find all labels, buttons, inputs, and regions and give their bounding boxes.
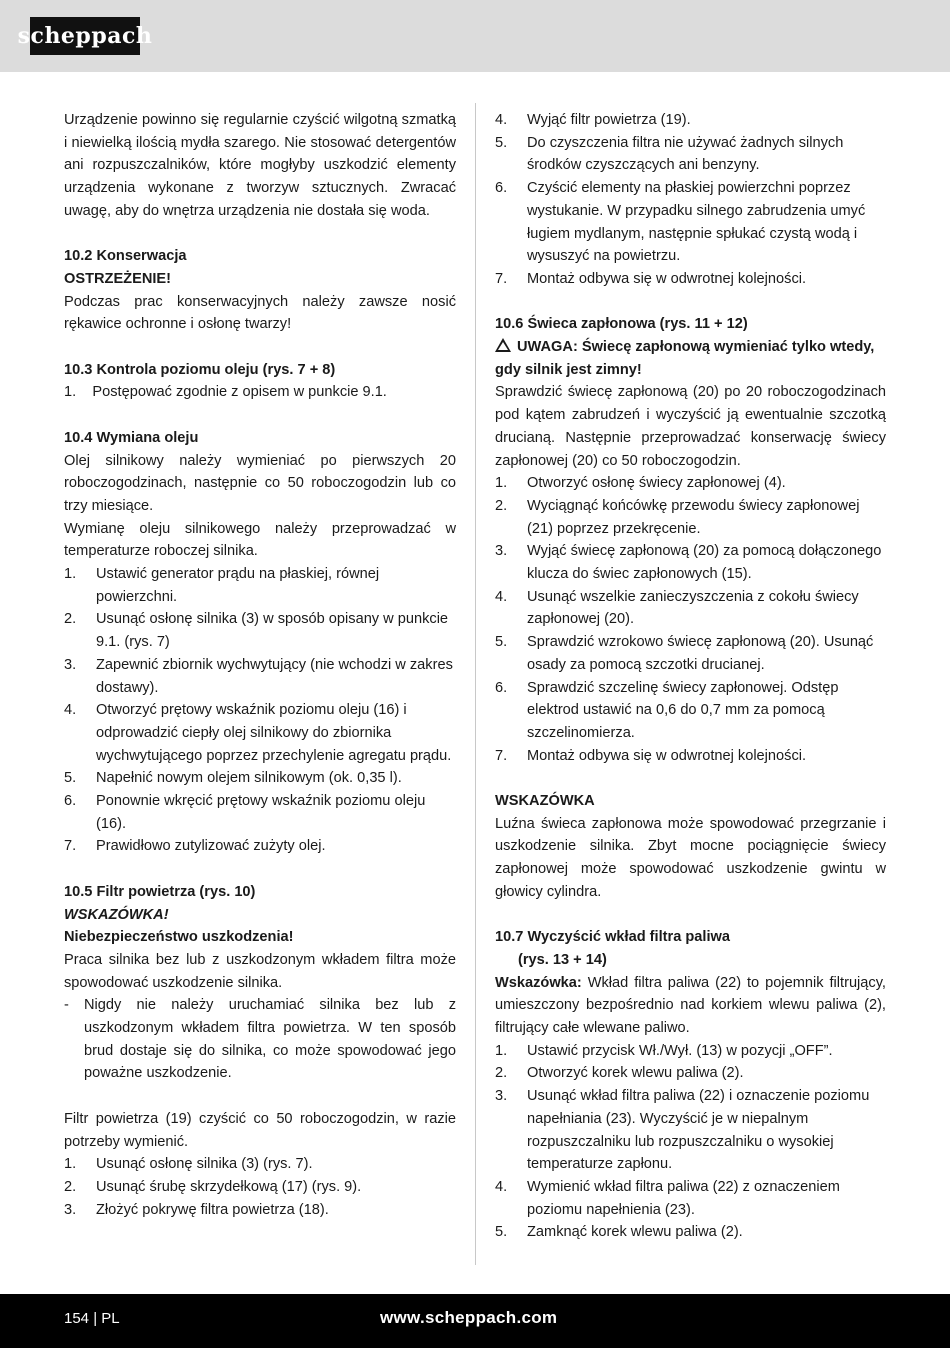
section-10-4-title: 10.4 Wymiana oleju	[64, 429, 199, 446]
list-item: 3. Zapewnić zbiornik wychwytujący (nie wchodzi w zakres dostawy).	[64, 656, 453, 696]
list-item: 5. Napełnić nowym olejem silnikowym (ok. 0,35 l).	[64, 770, 402, 787]
note-title: WSKAZÓWKA	[495, 793, 595, 810]
warning-triangle-icon	[495, 338, 511, 352]
section-10-6-title: 10.6 Świeca zapłonowa (rys. 11 + 12)	[495, 316, 748, 333]
air-filter-warning-list	[64, 994, 456, 1085]
section-10-5-danger: Niebezpieczeństwo uszkodzenia!	[64, 929, 294, 946]
list-item: 5. Zamknąć korek wlewu paliwa (2).	[495, 1224, 743, 1241]
list-item: 4. Wyjąć filtr powietrza (19).	[495, 112, 691, 128]
section-10-7-text: Wskazówka: Wkład filtra paliwa (22) to pojemnik filtrujący, umieszczony bezpośrednio nad korkiem wlewu paliwa (2), filtrujący całe wlewane paliwo.	[495, 974, 886, 1037]
section-10-7-title-figures: (rys. 13 + 14)	[518, 951, 607, 968]
air-filter-steps-continued	[495, 109, 886, 291]
list-item: 2. Otworzyć korek wlewu paliwa (2).	[495, 1065, 744, 1082]
list-item: 1. Otworzyć osłonę świecy zapłonowej (4).	[495, 475, 786, 492]
right-column	[495, 109, 886, 1244]
intro-paragraph: Urządzenie powinno się regularnie czyścić wilgotną szmatką i niewielką ilością mydła szarego. Nie stosować detergentów ani rozpuszczalników, które mogłyby uszkodzić elementy urządzenia wykonane z tworzyw sztucznych. Zwracać uwagę, aby do wnętrza urządzenia nie dostała się woda.	[64, 112, 456, 219]
page-number: 154 | PL	[64, 1310, 120, 1327]
section-10-6-warning: UWAGA: Świecę zapłonową wymieniać tylko wtedy, gdy silnik jest zimny!	[495, 339, 875, 378]
list-item: 4. Usunąć wszelkie zanieczyszczenia z cokołu świecy zapłonowej (20).	[495, 588, 859, 628]
list-item: 3. Wyjąć świecę zapłonową (20) za pomocą dołączonego klucza do świec zapłonowych (15).	[495, 543, 882, 583]
section-10-7-title: 10.7 Wyczyścić wkład filtra paliwa	[495, 929, 730, 946]
list-item: 2. Wyciągnąć końcówkę przewodu świecy zapłonowej (21) poprzez przekręcenie.	[495, 497, 860, 537]
section-10-5-text-2: Filtr powietrza (19) czyścić co 50 roboczogodzin, w razie potrzeby wymienić.	[64, 1110, 456, 1150]
footer-bar	[0, 1294, 950, 1348]
air-filter-steps	[64, 1153, 456, 1221]
list-item: 6. Ponownie wkręcić prętowy wskaźnik poziomu oleju (16).	[64, 793, 426, 832]
left-column	[64, 109, 456, 1221]
list-item: 2. Usunąć śrubę skrzydełkową (17) (rys. 9).	[64, 1178, 362, 1195]
list-item: 7. Montaż odbywa się w odwrotnej kolejności.	[495, 747, 807, 764]
section-10-3-title: 10.3 Kontrola poziomu oleju (rys. 7 + 8)	[64, 361, 336, 378]
header-bar	[0, 0, 950, 72]
list-item: 1. Ustawić przycisk Wł./Wył. (13) w pozycji „OFF”.	[495, 1042, 833, 1059]
section-10-5-note: WSKAZÓWKA!	[64, 906, 169, 923]
list-item: 6. Sprawdzić szczelinę świecy zapłonowej. Odstęp elektrod ustawić na 0,6 do 0,7 mm za pomocą szczelinomierza.	[495, 679, 839, 741]
list-item: 3. Złożyć pokrywę filtra powietrza (18).	[64, 1201, 329, 1218]
list-item: 1. Usunąć osłonę silnika (3) (rys. 7).	[64, 1156, 313, 1173]
section-10-2-warning: OSTRZEŻENIE!	[64, 270, 172, 287]
website-url[interactable]: www.scheppach.com	[380, 1308, 558, 1327]
fuel-filter-steps	[495, 1040, 886, 1244]
section-10-5-title: 10.5 Filtr powietrza (rys. 10)	[64, 883, 256, 900]
list-item: 2. Usunąć osłonę silnika (3) w sposób opisany w punkcie 9.1. (rys. 7)	[64, 611, 449, 651]
list-item: 6. Czyścić elementy na płaskiej powierzchni poprzez wystukanie. W przypadku silnego zabrudzenia umyć ługiem mydlanym, następnie spłukać czystą wodą i wysuszyć na powietrzu.	[495, 180, 866, 265]
spark-plug-steps	[495, 472, 886, 767]
brand-logo: scheppach	[30, 17, 140, 55]
list-item: 1. Ustawić generator prądu na płaskiej, równej powierzchni.	[64, 566, 380, 605]
oil-change-steps	[64, 563, 456, 858]
section-10-4-text-1: Olej silnikowy należy wymieniać po pierwszych 20 roboczogodzinach, następnie co 50 roboczogodzin lub co trzy miesiące.	[64, 452, 456, 514]
section-10-6-text: Sprawdzić świecę zapłonową (20) po 20 roboczogodzinach pod kątem zabrudzeń i wyczyścić ją ewentualnie szczotką drucianą. Następnie przeprowadzać konserwację świecy zapłonowej (20) co 50 roboczogodzin.	[495, 384, 886, 469]
list-item: 5. Sprawdzić wzrokowo świecę zapłonową (20). Usunąć osady za pomocą szczotki drucianej.	[495, 634, 874, 673]
list-item: - Nigdy nie należy uruchamiać silnika bez lub z uszkodzonym wkładem filtra powietrza. W ten sposób brud dostaje się do silnika, co może spowodować jego poważne uszkodzenie.	[64, 997, 456, 1082]
column-divider	[475, 103, 476, 1265]
section-10-2-text: Podczas prac konserwacyjnych należy zawsze nosić rękawice ochronne i osłonę twarzy!	[64, 293, 456, 333]
list-item: 5. Do czyszczenia filtra nie używać żadnych silnych środków czyszczących ani benzyny.	[495, 134, 844, 174]
list-item: 4. Otworzyć prętowy wskaźnik poziomu oleju (16) i odprowadzić ciepły olej silnikowy do zbiornika wychwytującego poprzez przechylenie agregatu prądu.	[64, 702, 452, 764]
section-10-3-item: 1. Postępować zgodnie z opisem w punkcie 9.1.	[64, 384, 387, 401]
section-10-5-text-1: Praca silnika bez lub z uszkodzonym wkładem filtra może spowodować uszkodzenie silnika.	[64, 951, 456, 991]
list-item: 3. Usunąć wkład filtra paliwa (22) i oznaczenie poziomu napełniania (23). Wyczyścić je w niepalnym rozpuszczalniku lub rozpuszczalniku o wysokiej temperaturze zapłonu.	[495, 1088, 870, 1173]
list-item: 4. Wymienić wkład filtra paliwa (22) z oznaczeniem poziomu napełnienia (23).	[495, 1179, 840, 1218]
note-text: Luźna świeca zapłonowa może spowodować przegrzanie i uszkodzenie silnika. Zbyt mocne pociągnięcie świecy zapłonowej może spowodować uszkodzenie gwintu w głowicy cylindra.	[495, 815, 886, 900]
section-10-4-text-2: Wymianę oleju silnikowego należy przeprowadzać w temperaturze roboczej silnika.	[64, 520, 456, 560]
list-item: 7. Montaż odbywa się w odwrotnej kolejności.	[495, 270, 807, 287]
list-item: 7. Prawidłowo zutylizować zużyty olej.	[64, 838, 326, 855]
section-10-2-title: 10.2 Konserwacja	[64, 248, 187, 265]
